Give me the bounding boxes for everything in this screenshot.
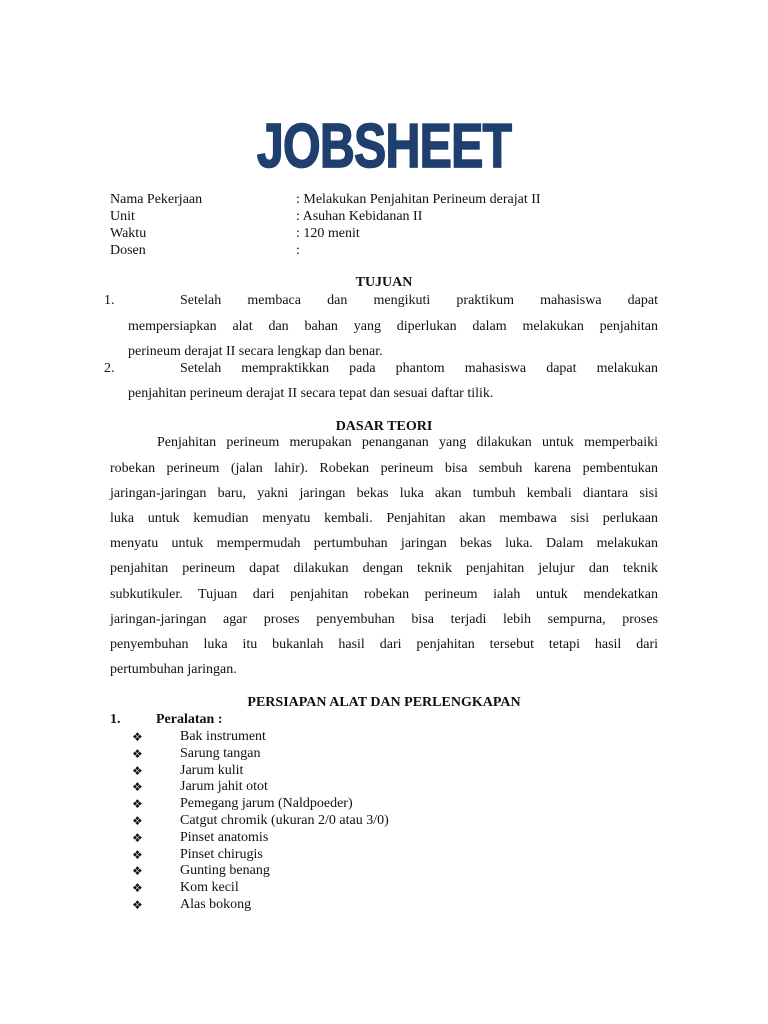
info-label: Waktu bbox=[110, 226, 147, 241]
tujuan-line: Setelah membaca dan mengikuti praktikum mahasiswa dapat bbox=[180, 293, 658, 308]
diamond-bullet-icon: ❖ bbox=[132, 730, 143, 744]
list-item bbox=[132, 763, 389, 780]
diamond-bullet-icon: ❖ bbox=[132, 797, 143, 812]
diamond-bullet-icon: ❖ bbox=[132, 746, 143, 761]
diamond-bullet-icon: ❖ bbox=[132, 881, 143, 896]
list-number: 1. bbox=[110, 712, 121, 727]
tool-label: Pemegang jarum (Naldpoeder) bbox=[180, 796, 353, 812]
tujuan-line: Setelah mempraktikkan pada phantom mahasiswa dapat melakukan bbox=[180, 361, 658, 376]
tool-label: Jarum kulit bbox=[180, 762, 244, 778]
teori-line: penyembuhan luka itu bukanlah hasil dari penjahitan tersebut tetapi hasil dari bbox=[110, 637, 658, 652]
info-row bbox=[110, 208, 541, 225]
document-title: JOBSHEET bbox=[256, 112, 512, 181]
list-item bbox=[132, 880, 389, 897]
tool-label: Gunting benang bbox=[180, 863, 270, 879]
teori-line: penjahitan perineum dapat dilakukan dengan teknik penjahitan jelujur dan teknik bbox=[110, 561, 658, 576]
diamond-bullet-icon: ❖ bbox=[132, 830, 143, 845]
teori-line: menyatu untuk mempermudah pertumbuhan jaringan bekas luka. Dalam melakukan bbox=[110, 536, 658, 551]
job-info bbox=[110, 191, 541, 259]
diamond-bullet-icon: ❖ bbox=[132, 813, 143, 828]
tool-label: Jarum jahit otot bbox=[180, 779, 268, 795]
teori-line: pertumbuhan jaringan. bbox=[110, 662, 237, 677]
info-row bbox=[110, 225, 541, 242]
peralatan-label: Peralatan : bbox=[156, 712, 223, 727]
teori-line: subkutikuler. Tujuan dari penjahitan robekan perineum ialah untuk mendekatkan bbox=[110, 587, 658, 602]
list-item bbox=[132, 746, 389, 763]
list-number: 1. bbox=[104, 293, 115, 308]
tools-list bbox=[132, 729, 389, 914]
list-item bbox=[132, 729, 389, 746]
tujuan-heading: TUJUAN bbox=[355, 275, 413, 290]
teori-line: Penjahitan perineum merupakan penanganan yang dilakukan untuk memperbaiki bbox=[157, 435, 658, 450]
tool-label: Kom kecil bbox=[180, 880, 239, 896]
info-label: Unit bbox=[110, 209, 135, 224]
diamond-bullet-icon: ❖ bbox=[132, 897, 143, 912]
list-item bbox=[132, 897, 389, 914]
tujuan-line: perineum derajat II secara lengkap dan benar. bbox=[128, 344, 383, 359]
tool-label: Pinset anatomis bbox=[180, 829, 269, 845]
info-label: Nama Pekerjaan bbox=[110, 192, 203, 207]
info-value: : 120 menit bbox=[296, 226, 360, 241]
info-value: : bbox=[296, 243, 300, 258]
teori-line: luka untuk kemudian menyatu kembali. Penjahitan akan membawa sisi perlukaan bbox=[110, 511, 658, 526]
diamond-bullet-icon: ❖ bbox=[132, 864, 143, 879]
tool-label: Catgut chromik (ukuran 2/0 atau 3/0) bbox=[180, 812, 389, 828]
teori-line: jaringan-jaringan agar proses penyembuhan bisa terjadi lebih sempurna, proses bbox=[110, 612, 658, 627]
diamond-bullet-icon: ❖ bbox=[132, 763, 143, 778]
info-value: : Asuhan Kebidanan II bbox=[296, 209, 423, 224]
tujuan-line: mempersiapkan alat dan bahan yang diperlukan dalam melakukan penjahitan bbox=[128, 319, 658, 334]
diamond-bullet-icon: ❖ bbox=[132, 847, 143, 862]
tool-label: Pinset chirugis bbox=[180, 846, 263, 862]
info-row bbox=[110, 242, 541, 259]
info-label: Dosen bbox=[110, 243, 146, 258]
list-item bbox=[132, 796, 389, 813]
list-item bbox=[132, 779, 389, 796]
list-item bbox=[132, 863, 389, 880]
dasar-teori-heading: DASAR TEORI bbox=[335, 419, 433, 434]
tool-label: Alas bokong bbox=[180, 896, 252, 912]
tujuan-line: penjahitan perineum derajat II secara tepat dan sesuai daftar tilik. bbox=[128, 386, 494, 401]
list-item bbox=[132, 830, 389, 847]
title-block bbox=[0, 112, 768, 182]
diamond-bullet-icon: ❖ bbox=[132, 780, 143, 795]
list-number: 2. bbox=[104, 361, 115, 376]
tool-label: Sarung tangan bbox=[180, 745, 261, 761]
persiapan-heading: PERSIAPAN ALAT DAN PERLENGKAPAN bbox=[247, 695, 521, 710]
list-item bbox=[132, 847, 389, 864]
info-value: : Melakukan Penjahitan Perineum derajat II bbox=[296, 192, 541, 207]
tool-label: Bak instrument bbox=[180, 729, 266, 744]
info-row bbox=[110, 191, 541, 208]
teori-line: robekan perineum (jalan lahir). Robekan perineum bisa sembuh karena pembentukan bbox=[110, 461, 658, 476]
teori-line: jaringan-jaringan baru, yakni jaringan bekas luka akan tumbuh kembali diantara sisi bbox=[110, 486, 658, 501]
list-item bbox=[132, 813, 389, 830]
